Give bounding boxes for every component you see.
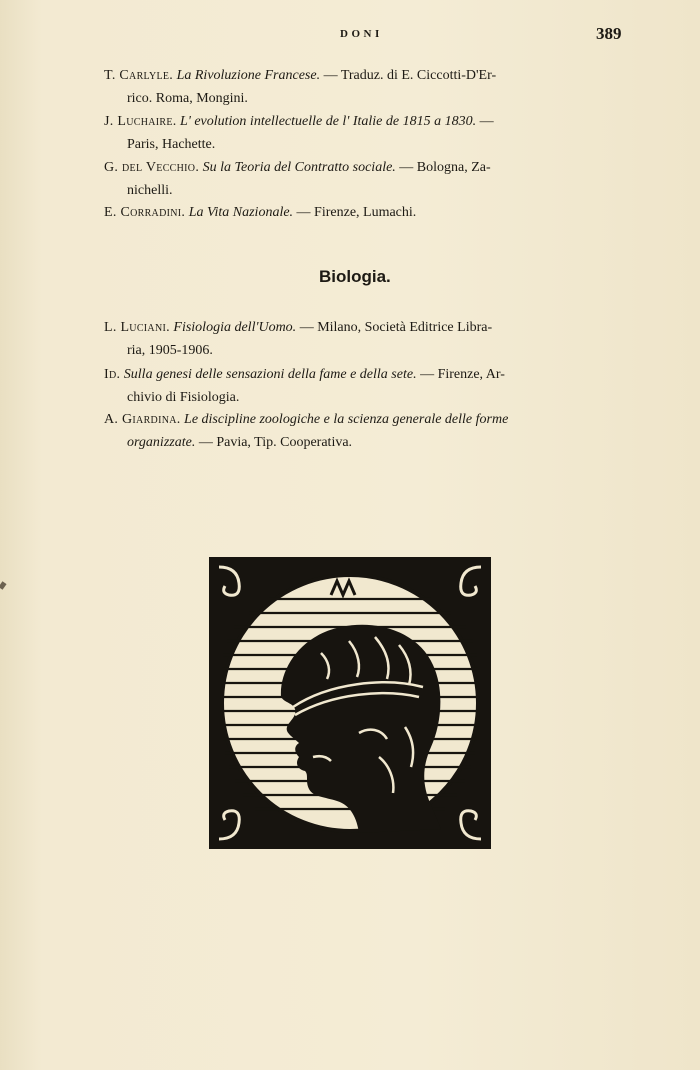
entry-publication: — Firenze, Lumachi. [293, 205, 417, 220]
entry-continuation: nichelli. [127, 183, 173, 198]
entry-title: Fisiologia dell'Uomo. [173, 320, 297, 335]
entry-continuation: rico. Roma, Mongini. [127, 91, 248, 106]
entry-title: L' evolution intellectuelle de l' Italie de 1815 a 1830. [180, 114, 477, 129]
bibliography-entry [104, 316, 618, 362]
entry-publication: — Milano, Società Editrice Libra- [296, 320, 493, 335]
section-heading: Biologia. [319, 267, 391, 286]
entry-publication: — Pavia, Tip. Cooperativa. [195, 435, 353, 450]
bibliography-entry [104, 156, 618, 202]
entry-author: A. Giardina. [104, 412, 181, 427]
entry-title: Su la Teoria del Contratto sociale. [202, 160, 396, 175]
entry-publication: — Firenze, Ar- [416, 367, 505, 382]
entry-continuation: chivio di Fisiologia. [127, 390, 240, 405]
bibliography-entry [104, 64, 618, 110]
entry-publication: — Traduz. di E. Ciccotti-D'Er- [320, 68, 497, 83]
bibliography-entry [104, 363, 618, 409]
entry-continuation: ria, 1905-1906. [127, 343, 213, 358]
entry-title-continuation: organizzate. [127, 435, 196, 450]
entry-author: T. Carlyle. [104, 68, 174, 83]
entry-author: E. Corradini. [104, 205, 186, 220]
entry-title: Sulla genesi delle sensazioni della fame e della sete. [123, 367, 417, 382]
bibliography-entry [104, 110, 618, 156]
entry-author: J. Luchaire. [104, 114, 177, 129]
entry-title: La Rivoluzione Francese. [176, 68, 321, 83]
woodcut-helmeted-head-illustration [209, 557, 491, 849]
entry-continuation: Paris, Hachette. [127, 137, 216, 152]
entry-publication: — Bologna, Za- [395, 160, 491, 175]
margin-mark [0, 581, 7, 590]
entry-author: G. del Vecchio. [104, 160, 200, 175]
entry-title: La Vita Nazionale. [188, 205, 294, 220]
bibliography-entry [104, 201, 618, 224]
page-number: 389 [596, 24, 622, 43]
entry-author: L. Luciani. [104, 320, 170, 335]
entry-publication: — [476, 114, 494, 129]
bibliography-entry [104, 408, 618, 454]
running-head: DONI [340, 28, 383, 40]
entry-title: Le discipline zoologiche e la scienza generale delle forme [184, 412, 509, 427]
entry-author: Id. [104, 367, 121, 382]
